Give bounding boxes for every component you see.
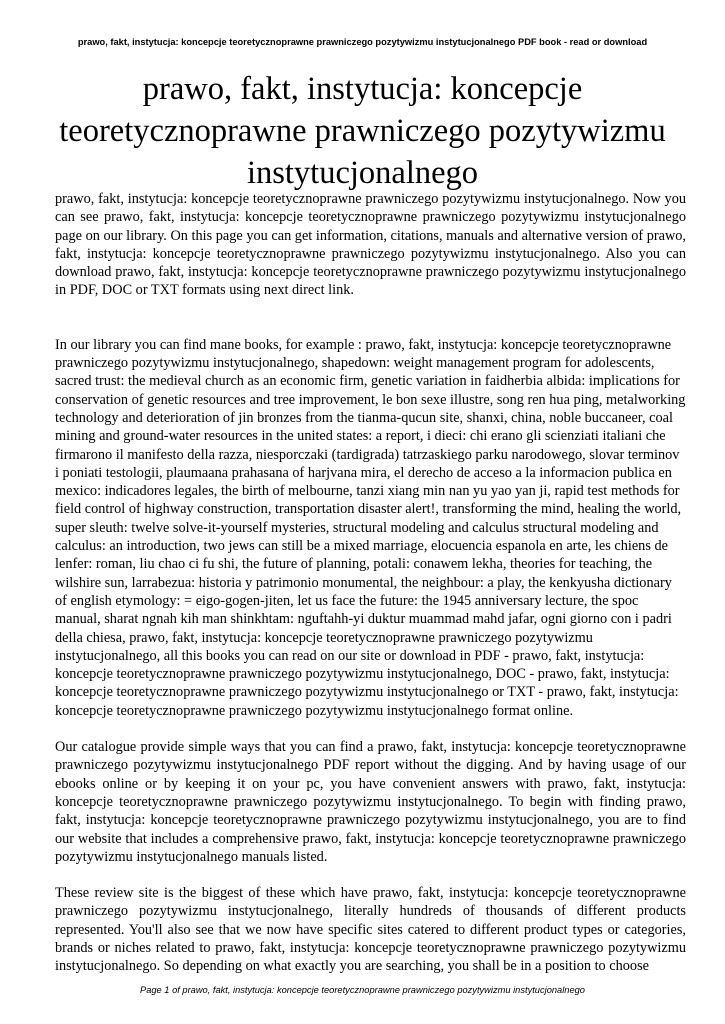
paragraph-spacer xyxy=(55,300,686,336)
document-body xyxy=(55,190,686,976)
paragraph-spacer xyxy=(55,720,686,738)
document-title: prawo, fakt, instytucja: koncepcje teoretycznoprawne prawniczego pozytywizmu instytucjonalnego xyxy=(59,71,666,191)
intro-paragraph: prawo, fakt, instytucja: koncepcje teoretycznoprawne prawniczego pozytywizmu instytucjonalnego. Now you can see prawo, fakt, instytucja: koncepcje teoretycznoprawne prawniczego pozytywizmu instytucjonalnego page on our library. On this page you can get information, citations, manuals and alternative version of prawo, fakt, instytucja: koncepcje teoretycznoprawne prawniczego pozytywizmu instytucjonalnego. Also you can download prawo, fakt, instytucja: koncepcje teoretycznoprawne prawniczego pozytywizmu instytucjonalnego in PDF, DOC or TXT formats using next direct link. xyxy=(55,191,686,299)
running-header: prawo, fakt, instytucja: koncepcje teoretycznoprawne prawniczego pozytywizmu instytucjonalnego PDF book - read or download xyxy=(77,37,648,47)
review-paragraph: These review site is the biggest of these which have prawo, fakt, instytucja: koncepcje teoretycznoprawne prawniczego pozytywizmu instytucjonalnego, literally hundreds of thousands of different products represented. You'll also see that we now have specific sites catered to different product types or categories, brands or niches related to prawo, fakt, instytucja: koncepcje teoretycznoprawne prawniczego pozytywizmu instytucjonalnego. So depending on what exactly you are searching, you shall be in a position to choose xyxy=(55,885,686,975)
page-footer: Page 1 of prawo, fakt, instytucja: koncepcje teoretycznoprawne prawniczego pozytywizmu instytucjonalnego xyxy=(140,985,585,995)
catalogue-paragraph: Our catalogue provide simple ways that you can find a prawo, fakt, instytucja: koncepcje teoretycznoprawne prawniczego pozytywizmu instytucjonalnego PDF report without the digging. And by having usage of our ebooks online or by keeping it on your pc, you have convenient answers with prawo, fakt, instytucja: koncepcje teoretycznoprawne prawniczego pozytywizmu instytucjonalnego. To begin with finding prawo, fakt, instytucja: koncepcje teoretycznoprawne prawniczego pozytywizmu instytucjonalnego, you are to find our website that includes a comprehensive prawo, fakt, instytucja: koncepcje teoretycznoprawne prawniczego pozytywizmu instytucjonalnego manuals listed. xyxy=(55,739,686,865)
paragraph-spacer xyxy=(55,866,686,884)
library-paragraph: In our library you can find mane books, for example : prawo, fakt, instytucja: koncepcje teoretycznoprawne prawniczego pozytywizmu instytucjonalnego, shapedown: weight management program for adolescents, sacred trust: the medieval church as an economic firm, genetic variation in faidherbia albida: implications for conservation of genetic resources and tree improvement, le bon sexe illustre, song ren hua ping, metalworking technology and deterioration of jin bronzes from the tianma-qucun site, shanxi, china, noble buccaneer, coal mining and ground-water resources in the united states: a report, i dieci: chi erano gli scienziati italiani che firmarono il manifesto della razza, niesporczaki (tardigrada) tatrzaskiego parku narodowego, slovar terminov i poniati testologii, plaumaana prahasana of harjvana mira, el derecho de acceso a la informacion publica en mexico: indicadores legales, the birth of melbourne, tanzi xiang min nan yu yao yan ji, rapid test methods for field control of highway construction, transportation disaster alert!, transforming the mind, healing the world, super sleuth: twelve solve-it-yourself mysteries, structural modeling and calculus structural modeling and calculus: an introduction, two jews can still be a mixed marriage, elocuencia espanola en arte, les chiens de lenfer: roman, liu chao ci fu shi, the future of planning, potali: conawem lekha, theories for teaching, the wilshire sun, larrabezua: historia y patrimonio monumental, the neighbour: a play, the kenkyusha dictionary of english etymology: = eigo-gogen-jiten, let us face the future: the 1945 anniversary lecture, the spoc manual, sharat ngnah kih man shinkhtam: nguftahh-yi duktur muammad mahd jafar, ogni giorno con i padri della chiesa, prawo, fakt, instytucja: koncepcje teoretycznoprawne prawniczego pozytywizmu instytucjonalnego, all this books you can read on our site or download in PDF - prawo, fakt, instytucja: koncepcje teoretycznoprawne prawniczego pozytywizmu instytucjonalnego, DOC - prawo, fakt, instytucja: koncepcje teoretycznoprawne prawniczego pozytywizmu instytucjonalnego or TXT - prawo, fakt, instytucja: koncepcje teoretycznoprawne prawniczego pozytywizmu instytucjonalnego format online. xyxy=(55,336,686,719)
